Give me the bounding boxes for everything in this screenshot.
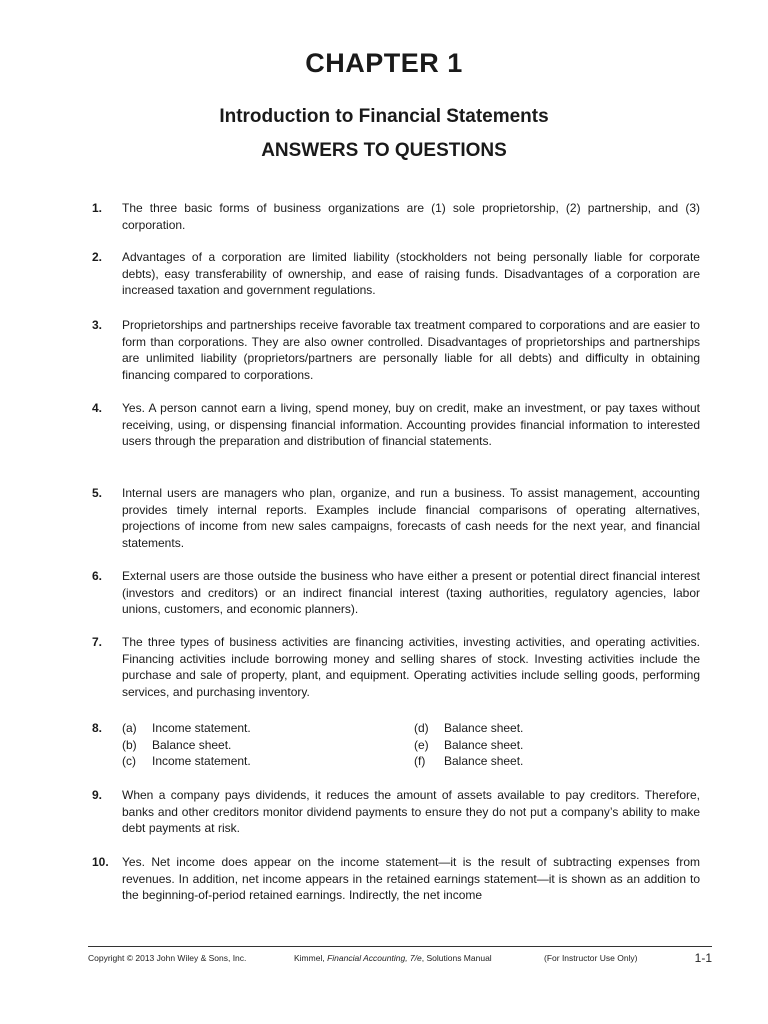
answer-label: (e) [414, 737, 429, 752]
question-number: 3. [92, 318, 103, 332]
answer-item [414, 753, 523, 770]
answer-item [414, 737, 523, 754]
answer-value: Income statement. [152, 721, 251, 735]
instructor-note: (For Instructor Use Only) [544, 953, 638, 963]
chapter-subtitle: Introduction to Financial Statements [219, 106, 549, 127]
question-7 [92, 634, 700, 700]
answer-text: Yes. Net income does appear on the income statement—it is the result of subtracting expenses from revenues. In addition, net income appears in the retained earnings statement—it is shown as an addition to the beginning-of-period retained earnings. Indirectly, the net income [122, 855, 700, 902]
answer-text: When a company pays dividends, it reduces the amount of assets available to pay creditors. Therefore, banks and other creditors monitor dividend payments to ensure they do not put a company’s ability to make debt payments at risk. [122, 788, 700, 835]
answer-label: (a) [122, 721, 137, 735]
answer-label: (f) [414, 754, 426, 768]
answer-text: The three basic forms of business organizations are (1) sole proprietorship, (2) partnership, and (3) corporation. [122, 201, 700, 232]
question-3 [92, 317, 700, 383]
answer-value: Balance sheet. [444, 754, 524, 768]
answer-value: Income statement. [152, 754, 251, 768]
page-footer [88, 952, 712, 966]
answer-label: (b) [122, 737, 137, 752]
page-number: 1-1 [694, 951, 712, 965]
question-number: 9. [92, 788, 103, 802]
answer-text: Proprietorships and partnerships receive favorable tax treatment compared to corporations and are easier to form than corporations. They are also owner controlled. Disadvantages of proprietorships and partnerships are unlimited liability (proprietors/partners are personally liable for all debts) and difficulty in obtaining financing compared to corporations. [122, 318, 700, 382]
answer-text: Advantages of a corporation are limited liability (stockholders not being personally liable for corporate debts), easy transferability of ownership, and ease of raising funds. Disadvantages of a corporation are increased taxation and government regulations. [122, 250, 700, 297]
answer-label: (c) [122, 754, 136, 768]
question-2 [92, 249, 700, 299]
copyright-notice: Copyright © 2013 John Wiley & Sons, Inc. [88, 953, 247, 963]
question-number: 7. [92, 635, 103, 649]
author-name: Kimmel, [294, 953, 325, 963]
question-6 [92, 568, 700, 618]
question-number: 5. [92, 486, 103, 500]
answer-list [122, 720, 700, 770]
answer-item [122, 720, 251, 737]
question-8 [92, 720, 700, 770]
answer-text: Internal users are managers who plan, organize, and run a business. To assist management, accounting provides timely internal reports. Examples include financial comparisons of operating alternatives, projections of income from new sales campaigns, forecasts of cash needs for the next year, and financial statements. [122, 486, 700, 550]
answer-value: Balance sheet. [444, 721, 524, 735]
book-citation [294, 953, 492, 963]
answer-item [122, 737, 251, 754]
answer-column-right [414, 720, 523, 770]
answer-item [122, 753, 251, 770]
question-number: 1. [92, 201, 103, 215]
answer-label: (d) [414, 721, 429, 735]
question-9 [92, 787, 700, 837]
answer-value: Balance sheet. [152, 737, 232, 752]
answer-column-left [122, 720, 251, 770]
question-10 [92, 854, 700, 904]
question-number: 10. [92, 855, 109, 869]
question-4 [92, 400, 700, 450]
footer-divider [88, 946, 712, 947]
question-number: 8. [92, 721, 103, 735]
answer-item [414, 720, 523, 737]
question-number: 4. [92, 401, 103, 415]
answer-text: External users are those outside the business who have either a present or potential direct financial interest (investors and creditors) or an indirect financial interest (taxing authorities, regulatory agencies, labor unions, customers, and economic planners). [122, 569, 700, 616]
section-heading: ANSWERS TO QUESTIONS [261, 140, 507, 161]
book-title: Financial Accounting, 7/e [327, 953, 422, 963]
question-5 [92, 485, 700, 551]
answer-text: The three types of business activities are financing activities, investing activities, and operating activities. Financing activities include borrowing money and selling shares of stock. Investing activities include the purchase and sale of property, plant, and equipment. Operating activities include selling goods, performing services, and purchasing inventory. [122, 635, 700, 699]
question-number: 6. [92, 569, 103, 583]
question-number: 2. [92, 250, 103, 264]
chapter-title: CHAPTER 1 [305, 48, 463, 78]
answer-value: Balance sheet. [444, 737, 524, 752]
answer-text: Yes. A person cannot earn a living, spend money, buy on credit, make an investment, or pay taxes without receiving, using, or dispensing financial information. Accounting provides financial information to interested users through the preparation and distribution of financial statements. [122, 401, 700, 448]
manual-label: , Solutions Manual [421, 953, 492, 963]
question-1 [92, 200, 700, 233]
